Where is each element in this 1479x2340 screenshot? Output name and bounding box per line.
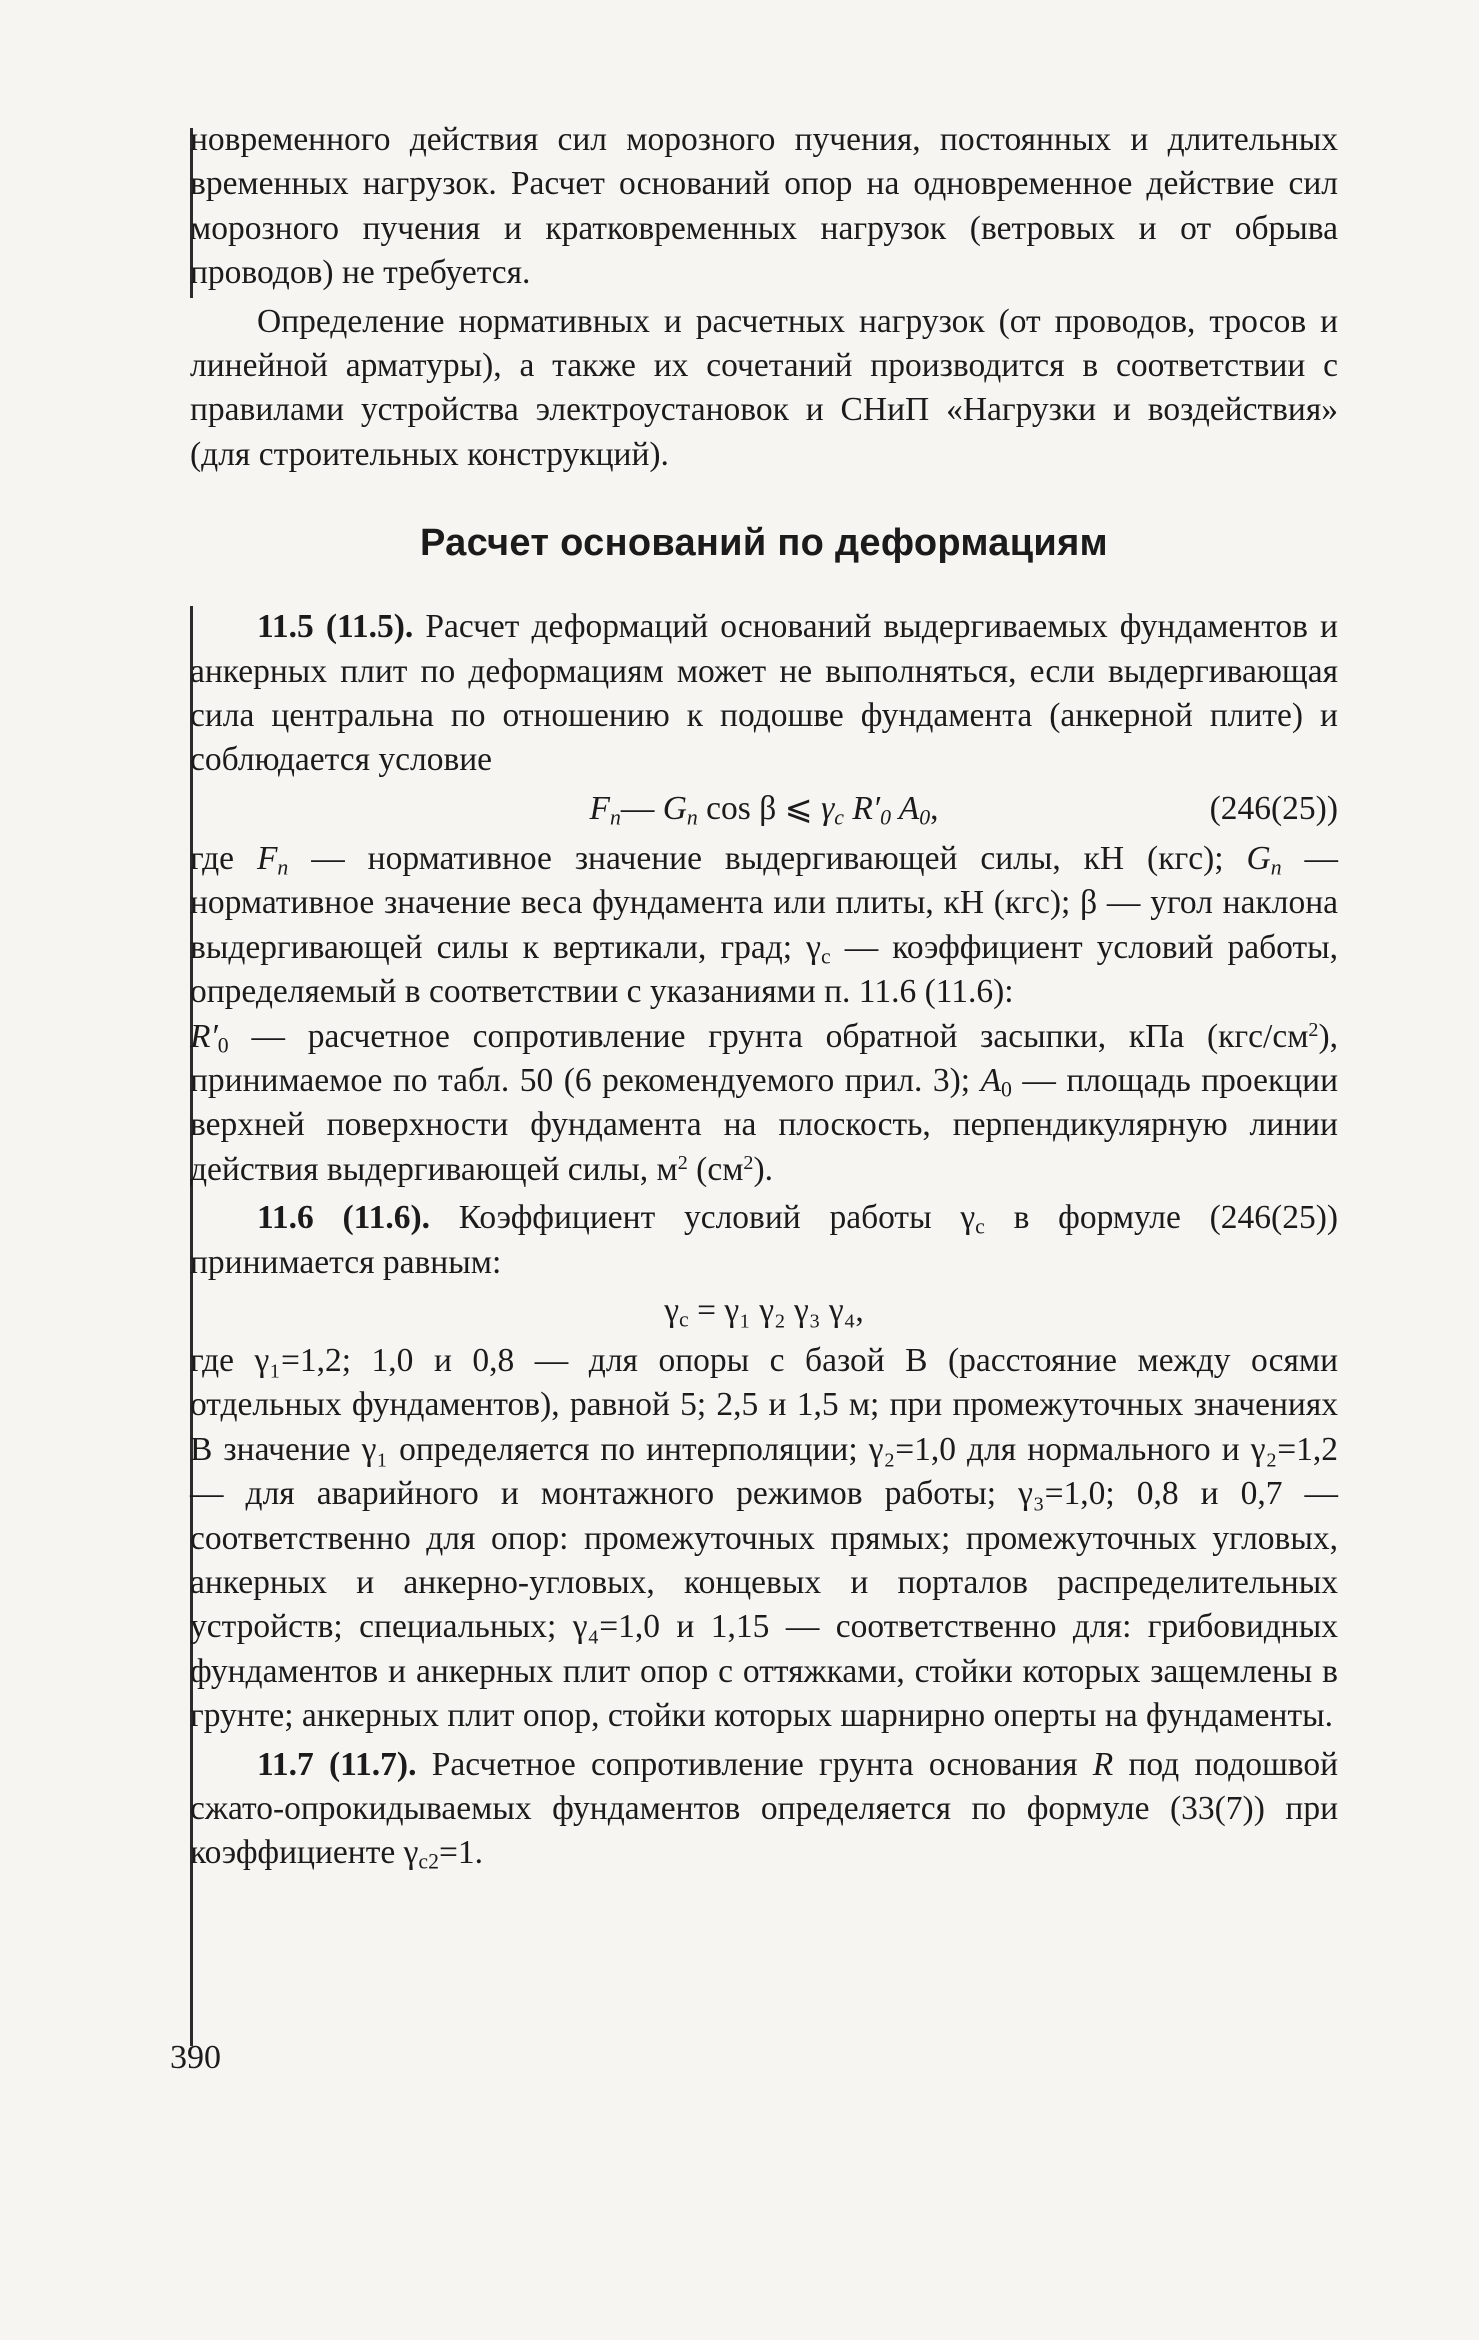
equation-body: $F_n—$ $G_n$ cos β ⩽ $\gamma_c$ $R'_0$ $A_0$,: [589, 789, 939, 830]
where-definitions: где $F_n$ — нормативное значение выдергивающей силы, кН (кгс); $G_n$ — нормативное значение веса фундамента или плиты, кН (кгс); β — угол наклона выдергивающей силы к вертикали, град; $\gamma_c$ — коэффициент условий работы, определяемый в соответствии с указаниями п. 11.6 (11.6):: [190, 839, 1339, 1011]
paragraph-continuation: новременного действия сил морозного пучения, постоянных и длительных временных нагрузок. Расчет оснований опор на одновременное действие сил морозного пучения и кратковременных нагрузок (ветровых и от обрыва проводов) не требуется.: [190, 121, 1338, 292]
clause-number: 11.6 (11.6).: [257, 1199, 430, 1237]
definition-r0: $R'_0$ — расчетное сопротивление грунта обратной засыпки, кПа $(кгс/см^2)$, принимаемое по табл. 50 (6 рекомендуемого прил. 3); $A_0$ — площадь проекции верхней поверхности фундамента на плоскость, перпендикулярную линии действия выдергивающей силы, $м^2$ $(см^2)$.: [190, 1017, 1339, 1188]
equation-number: (246(25)): [1209, 789, 1338, 827]
page-content: [190, 118, 1338, 1876]
equation-246-25: [190, 787, 1338, 833]
paragraph-loads: Определение нормативных и расчетных нагрузок (от проводов, тросов и линейной арматуры), а также их сочетаний производится в соответствии с правилами устройства электроустановок и СНиП «Нагрузки и воздействия» (для строительных конструкций).: [190, 302, 1338, 473]
equation-body: $\gamma_c = \gamma_1$ γ₂ γ₃ γ₄,: [664, 1291, 864, 1332]
page-number: 390: [170, 2039, 221, 2076]
section-heading: Расчет оснований по деформациям: [420, 522, 1108, 565]
clause-11-7: 11.7 (11.7). Расчетное сопротивление грунта основания R под подошвой сжато-опрокидываемых фундаментов определяется по формуле (33(7)) при коэффициенте $\gamma_{c2}=1$.: [190, 1745, 1339, 1874]
clause-number: 11.5 (11.5).: [257, 608, 414, 646]
clause-11-5: [190, 605, 1338, 783]
clause-11-6: 11.6 (11.6). Коэффициент условий работы $\gamma_c$ в формуле (246(25)) принимается равным:: [190, 1199, 1339, 1281]
clause-number: 11.7 (11.7).: [257, 1745, 417, 1783]
clause-text: Расчет деформаций оснований выдергиваемых фундаментов и анкерных плит по деформациям может не выполняться, если выдергивающая сила центральна по отношению к подошве фундамента (анкерной плите) и соблюдается условие: [190, 608, 1338, 779]
equation-gamma-c: [190, 1289, 1338, 1335]
gamma-coefficients: где γ₁=1,2; 1,0 и 0,8 — для опоры с базой B (расстояние между осями отдельных фундаментов), равной 5; 2,5 и 1,5 м; при промежуточных значениях B значение γ₁ определяется по интерполяции; γ₂=1,0 для нормального и γ₂=1,2 — для аварийного и монтажного режимов работы; γ₃=1,0; 0,8 и 0,7 — соответственно для опор: промежуточных прямых; промежуточных угловых, анкерных и анкерно-угловых, концевых и порталов распределительных устройств; специальных; γ₄=1,0 и 1,15 — соответственно для: грибовидных фундаментов и анкерных плит опор с оттяжками, стойки которых защемлены в грунте; анкерных плит опор, стойки которых шарнирно оперты на фундаменты.: [190, 1341, 1338, 1735]
